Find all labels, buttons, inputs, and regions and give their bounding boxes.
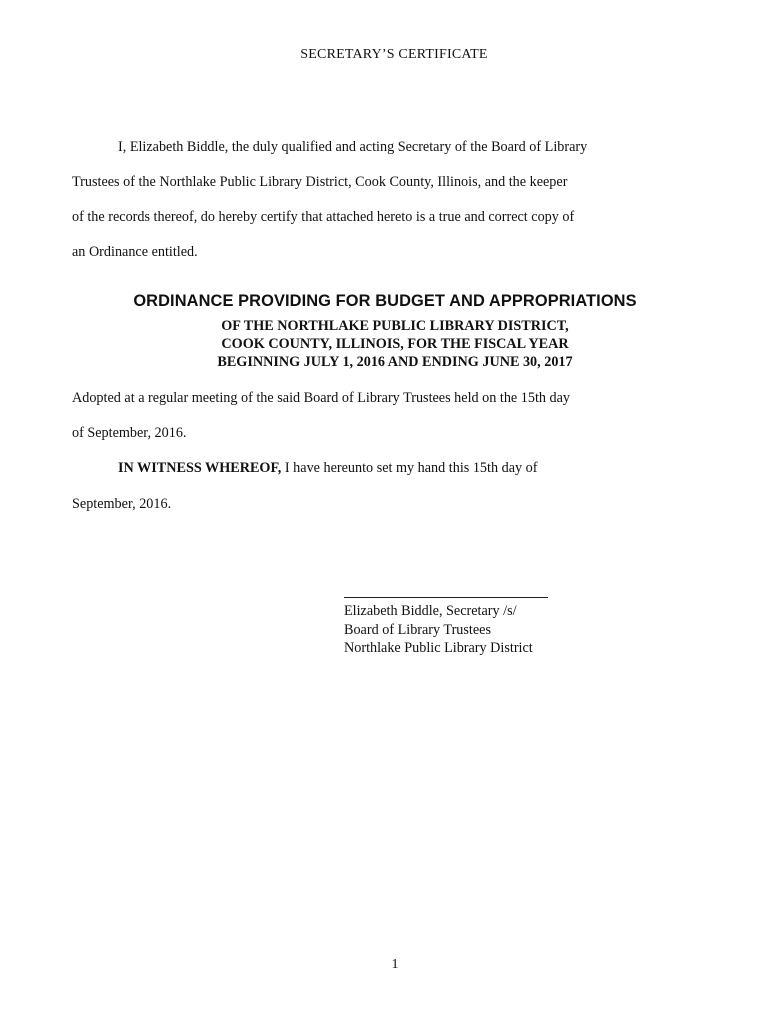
signature-district: Northlake Public Library District xyxy=(344,640,533,656)
signature-board: Board of Library Trustees xyxy=(344,622,491,638)
page-number: 1 xyxy=(391,957,399,972)
paragraph1-line3: of the records thereof, do hereby certify that attached hereto is a true and correct copy of xyxy=(72,209,575,225)
ordinance-heading: ORDINANCE PROVIDING FOR BUDGET AND APPROPRIATIONS xyxy=(133,292,637,310)
paragraph1-line1: I, Elizabeth Biddle, the duly qualified and acting Secretary of the Board of Library xyxy=(118,139,588,155)
ordinance-subtitle-line1: OF THE NORTHLAKE PUBLIC LIBRARY DISTRICT, xyxy=(221,318,569,334)
signature-name: Elizabeth Biddle, Secretary /s/ xyxy=(344,603,517,619)
paragraph2-line2: of September, 2016. xyxy=(72,425,187,441)
ordinance-subtitle-line3: BEGINNING JULY 1, 2016 AND ENDING JUNE 30, 2017 xyxy=(217,354,573,370)
signature-line xyxy=(344,597,548,598)
witness-rest: I have hereunto set my hand this 15th day of xyxy=(281,460,538,476)
certificate-title: SECRETARY’S CERTIFICATE xyxy=(300,47,488,62)
ordinance-subtitle-line2: COOK COUNTY, ILLINOIS, FOR THE FISCAL YEAR xyxy=(221,336,569,352)
witness-bold-lead: IN WITNESS WHEREOF, xyxy=(118,460,282,476)
witness-line2: September, 2016. xyxy=(72,496,172,512)
paragraph2-line1: Adopted at a regular meeting of the said Board of Library Trustees held on the 15th day xyxy=(72,390,571,406)
paragraph1-line2: Trustees of the Northlake Public Library District, Cook County, Illinois, and the keeper xyxy=(72,174,568,190)
witness-line1 xyxy=(118,460,537,477)
paragraph1-line4: an Ordinance entitled. xyxy=(72,244,198,260)
